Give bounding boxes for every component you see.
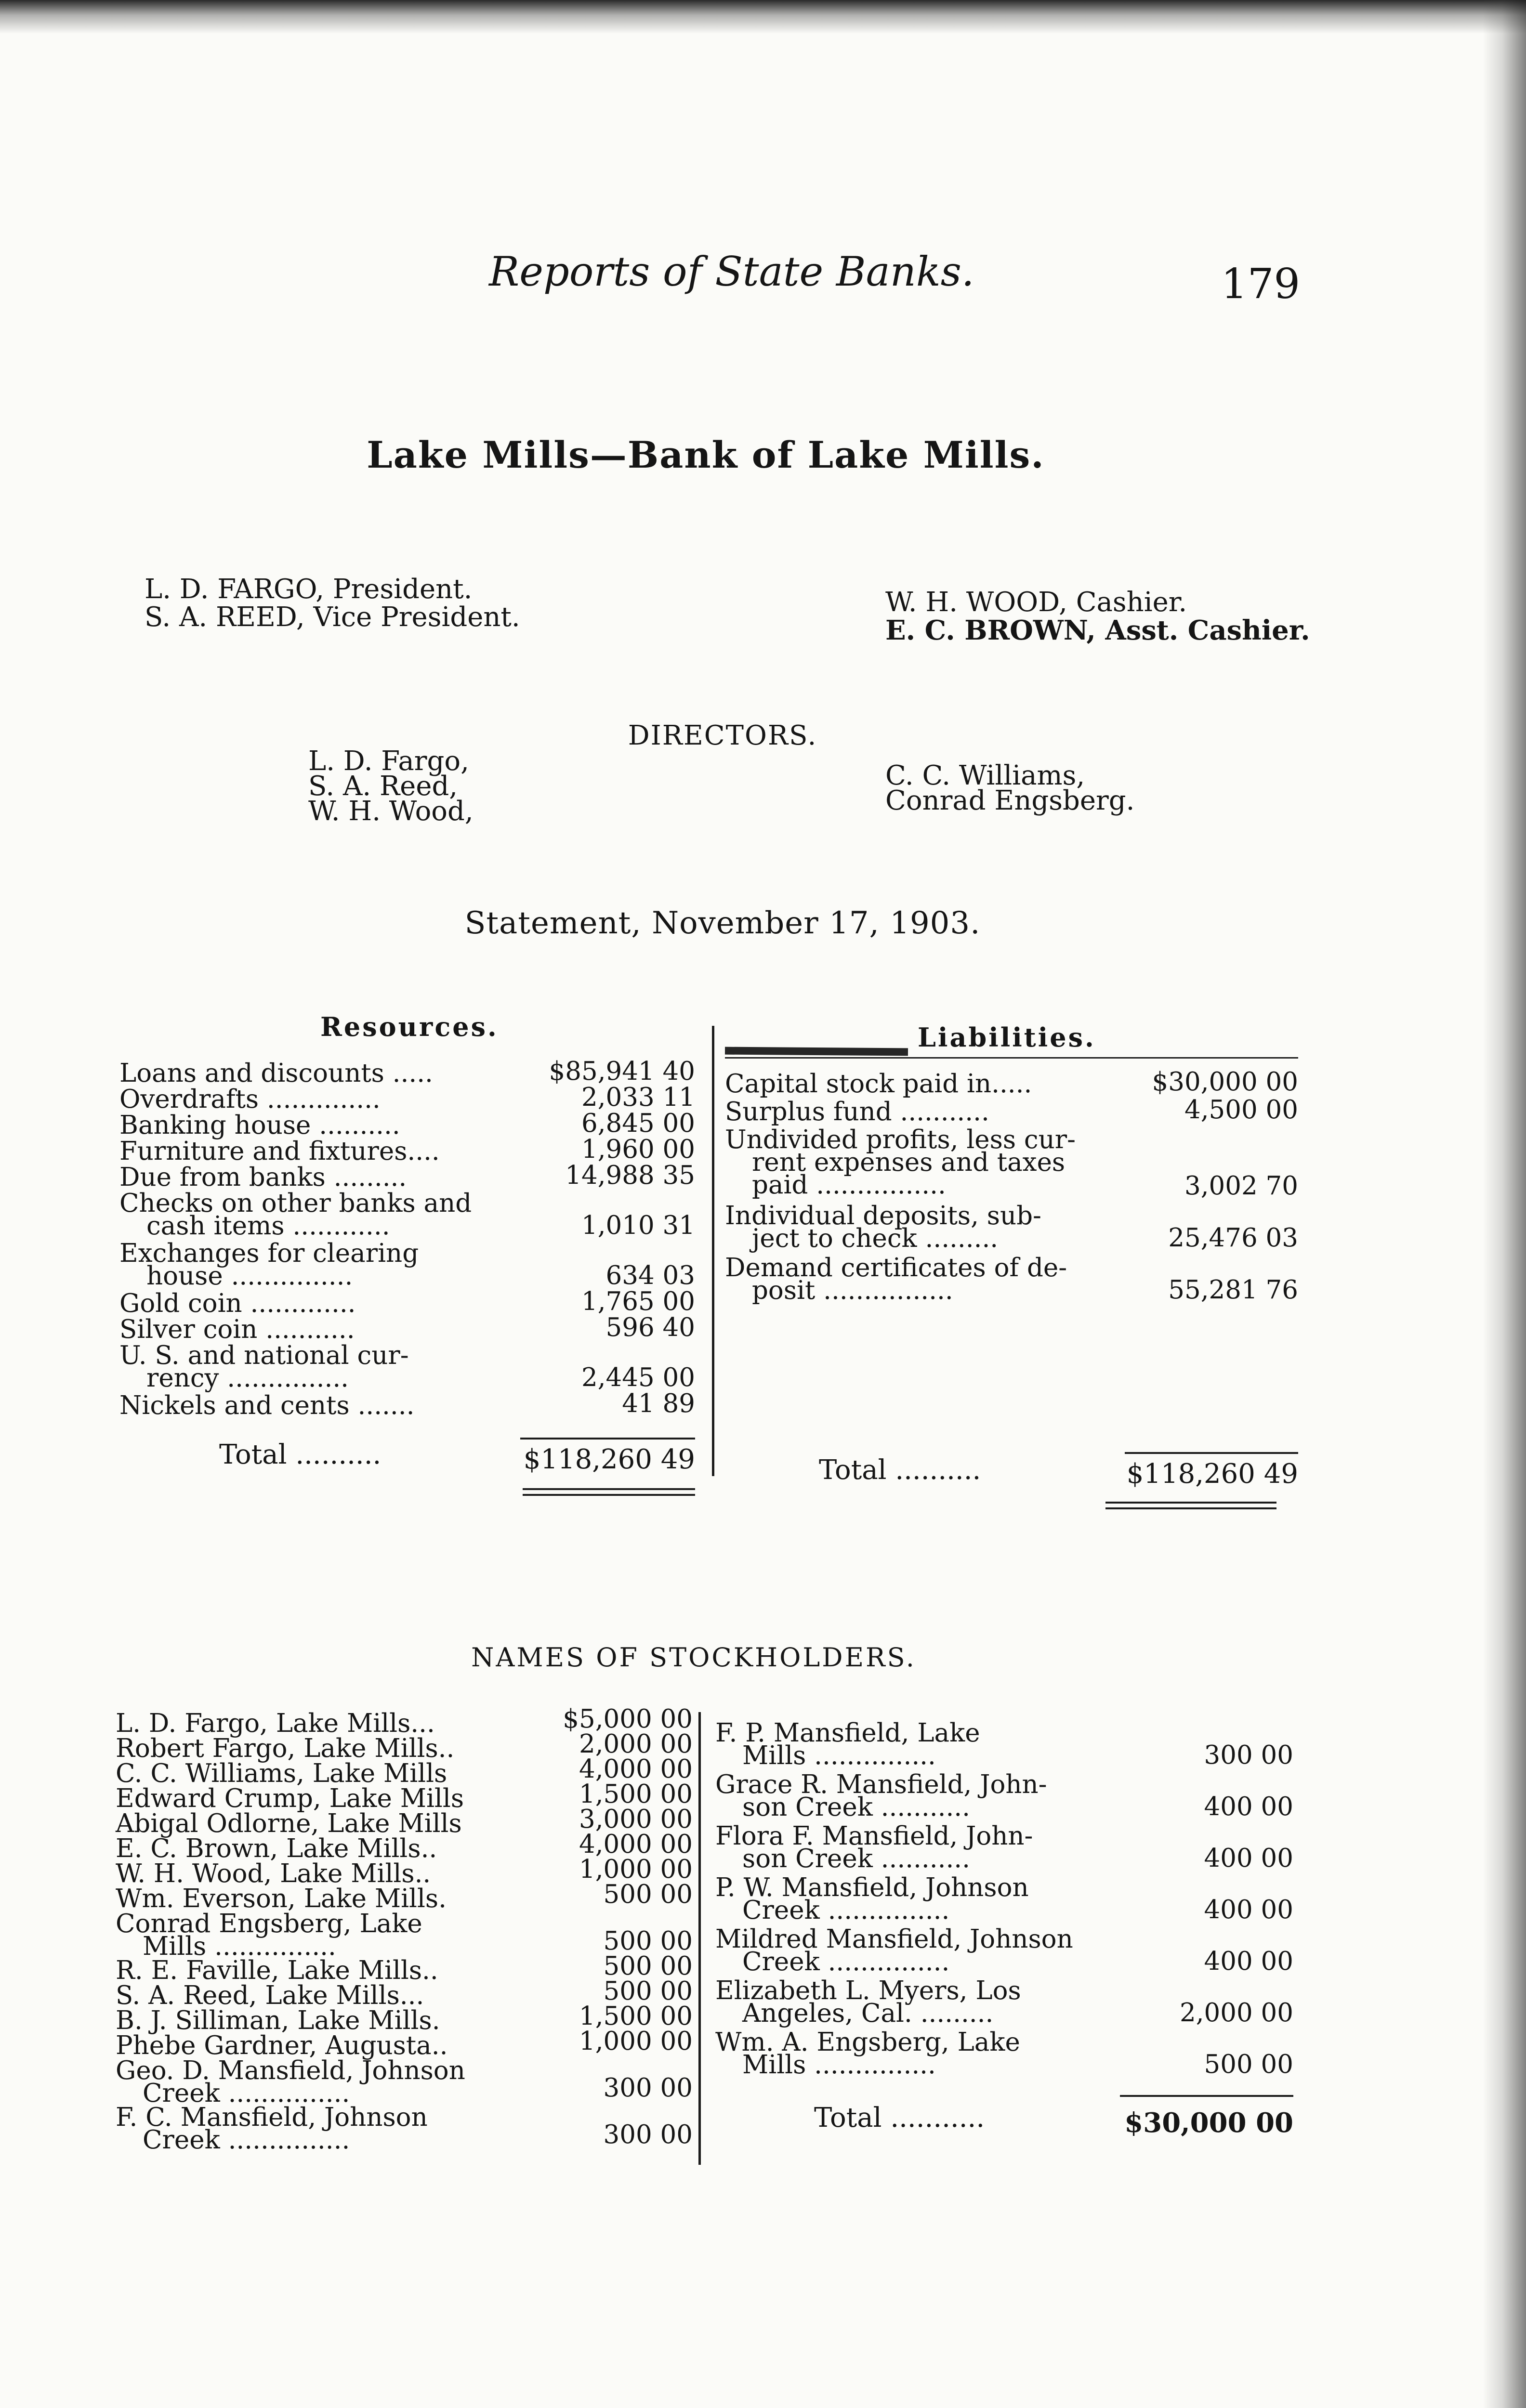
ledger-row (119, 1389, 695, 1420)
row-label-line: Undivided profits, less cur- (725, 1125, 1076, 1154)
directors-heading: DIRECTORS. (628, 720, 817, 751)
row-amount: 300 00 (603, 2120, 693, 2149)
stockholders-total-label: Total ........... (814, 2102, 985, 2133)
row-label (715, 1770, 1101, 1822)
director-name: W. H. Wood, (308, 796, 474, 827)
row-label-line: Creek ............... (143, 2079, 350, 2108)
row-label-line: Wm. Everson, Lake Mills. (116, 1884, 447, 1913)
row-label-line: C. C. Williams, Lake Mills (116, 1759, 447, 1788)
row-label-line: F. C. Mansfield, Johnson (116, 2103, 428, 2132)
ledger-row (119, 1161, 695, 1192)
row-label-line: Abigal Odlorne, Lake Mills (116, 1809, 462, 1838)
ledger-row (119, 1189, 695, 1241)
resources-double-rule (523, 1494, 695, 1496)
row-label-line: P. W. Mansfield, Johnson (715, 1873, 1029, 1902)
row-amount: 6,845 00 (581, 1109, 695, 1138)
row-amount: 2,000 00 (579, 1729, 693, 1759)
row-amount: 4,000 00 (579, 1754, 693, 1784)
row-label-line: Geo. D. Mansfield, Johnson (116, 2056, 465, 2085)
row-amount: 400 00 (1204, 1792, 1293, 1821)
column-divider (698, 1712, 701, 2165)
row-label-line: Mills ............... (742, 2050, 936, 2080)
row-amount: 1,500 00 (579, 1780, 693, 1809)
row-amount: 2,000 00 (1179, 1998, 1293, 2028)
row-label-line: Conrad Engsberg, Lake (116, 1909, 422, 1938)
row-label-line: Elizabeth L. Myers, Los (715, 1976, 1021, 2005)
directors-left (308, 746, 474, 827)
row-label (119, 1315, 514, 1344)
row-label (119, 1189, 514, 1241)
row-label (119, 1391, 514, 1420)
row-label (116, 1784, 501, 1813)
ledger-row (715, 1821, 1293, 1873)
ledger-row (715, 1924, 1293, 1976)
stockholders-left-table (116, 1704, 693, 2155)
row-amount: 3,002 70 (1184, 1171, 1298, 1201)
row-label-line: Capital stock paid in..... (725, 1069, 1032, 1099)
row-label-line: Loans and discounts ..... (119, 1059, 433, 1088)
resources-table (119, 1057, 695, 1420)
row-label (116, 1909, 501, 1961)
ledger-row (725, 1095, 1298, 1126)
resources-total-amount: $118,260 49 (523, 1444, 695, 1475)
row-amount: 1,010 31 (581, 1211, 695, 1240)
ledger-row (715, 2028, 1293, 2080)
row-label (119, 1341, 514, 1393)
row-label (725, 1125, 1120, 1200)
row-label-line: Mills ............... (143, 1932, 336, 1961)
row-label (116, 1734, 501, 1763)
liabilities-double-rule (1105, 1507, 1276, 1509)
officers-left (145, 576, 520, 631)
row-amount: $85,941 40 (549, 1057, 695, 1086)
page-number: 179 (1221, 260, 1301, 308)
row-label-line: Mills ............... (742, 1741, 936, 1770)
row-label-line: son Creek ........... (742, 1793, 970, 1822)
row-label-line: Creek ............... (742, 1947, 950, 1976)
officers-right (885, 589, 1310, 644)
row-amount: 1,000 00 (579, 2027, 693, 2056)
row-label-line: L. D. Fargo, Lake Mills... (116, 1709, 435, 1738)
row-label (116, 1834, 501, 1863)
row-label-line: Gold coin ............. (119, 1289, 356, 1318)
scan-edge-top (0, 0, 1526, 34)
row-label-line: cash items ............ (146, 1211, 390, 1241)
row-label-line: Checks on other banks and (119, 1189, 472, 1218)
row-amount: 400 00 (1204, 1844, 1293, 1873)
row-label-line: Creek ............... (143, 2125, 350, 2155)
row-amount: 4,500 00 (1184, 1095, 1298, 1125)
liabilities-total-rule (1125, 1452, 1298, 1454)
ledger-row (119, 1313, 695, 1344)
row-label-line: Flora F. Mansfield, John- (715, 1821, 1033, 1851)
row-amount: 500 00 (603, 1951, 693, 1981)
row-label-line: W. H. Wood, Lake Mills.. (116, 1859, 431, 1888)
row-label (715, 1718, 1101, 1770)
row-amount: 25,476 03 (1168, 1223, 1298, 1253)
row-label-line: S. A. Reed, Lake Mills... (116, 1981, 424, 2010)
row-label (715, 2028, 1101, 2080)
row-amount: 55,281 76 (1168, 1275, 1298, 1305)
bank-title: Lake Mills—Bank of Lake Mills. (367, 433, 1045, 476)
row-label-line: Creek ............... (742, 1896, 950, 1925)
row-label (116, 2056, 501, 2108)
row-label-line: ject to check ......... (752, 1224, 999, 1253)
ledger-row (715, 1770, 1293, 1822)
row-amount: 500 00 (603, 1880, 693, 1909)
row-label (116, 2103, 501, 2155)
ledger-row (116, 1880, 693, 1913)
row-amount: $5,000 00 (563, 1704, 693, 1734)
row-label (725, 1069, 1120, 1099)
running-header: Reports of State Banks. (489, 248, 974, 295)
director-name: C. C. Williams, (885, 760, 1085, 791)
ledger-row (116, 2056, 693, 2108)
stockholders-total-amount: $30,000 00 (1124, 2107, 1293, 2139)
row-amount: 1,765 00 (581, 1287, 695, 1316)
row-label-line: Grace R. Mansfield, John- (715, 1770, 1047, 1799)
director-name: S. A. Reed, (308, 771, 458, 802)
row-amount: 500 00 (603, 1926, 693, 1956)
row-amount: 300 00 (1204, 1741, 1293, 1770)
row-label (119, 1289, 514, 1318)
row-label-line: Angeles, Cal. ......... (742, 1999, 994, 2028)
row-label-line: B. J. Silliman, Lake Mills. (116, 2006, 440, 2035)
row-label-line: Banking house .......... (119, 1111, 400, 1140)
row-amount: 4,000 00 (579, 1830, 693, 1859)
row-amount: 2,033 11 (581, 1083, 695, 1112)
officer-president: L. D. FARGO, President. (145, 574, 473, 605)
row-label-line: U. S. and national cur- (119, 1341, 409, 1370)
row-label-line: paid ................ (752, 1170, 946, 1200)
row-label (116, 1884, 501, 1913)
row-amount: 500 00 (1204, 2050, 1293, 2079)
stockholders-right-table (715, 1718, 1293, 2082)
row-amount: 1,000 00 (579, 1855, 693, 1884)
row-label-line: F. P. Mansfield, Lake (715, 1718, 980, 1748)
row-label-line: Wm. A. Engsberg, Lake (715, 2028, 1020, 2057)
officer-asst-cashier: E. C. BROWN, Asst. Cashier. (885, 615, 1310, 646)
row-label-line: Exchanges for clearing (119, 1239, 419, 1268)
row-label (725, 1253, 1120, 1305)
row-label-line: Furniture and fixtures.... (119, 1137, 440, 1166)
resources-heading: Resources. (320, 1011, 499, 1042)
director-name: L. D. Fargo, (308, 746, 469, 777)
row-label-line: Robert Fargo, Lake Mills.. (116, 1734, 455, 1763)
row-label (116, 1809, 501, 1838)
stockholders-heading: NAMES OF STOCKHOLDERS. (471, 1642, 916, 1673)
row-amount: 634 03 (605, 1261, 695, 1290)
ledger-row (725, 1125, 1298, 1201)
row-amount: 300 00 (603, 2073, 693, 2103)
liabilities-total-label: Total .......... (819, 1454, 981, 1486)
scan-edge-right (1483, 0, 1526, 2408)
row-amount: 500 00 (603, 1976, 693, 2006)
row-label (119, 1239, 514, 1291)
column-divider (712, 1026, 714, 1476)
director-name: Conrad Engsberg. (885, 785, 1135, 816)
row-label-line: son Creek ........... (742, 1844, 970, 1873)
row-label-line: Mildred Mansfield, Johnson (715, 1924, 1073, 1954)
liabilities-heading-rule (725, 1057, 1298, 1059)
row-label (715, 1873, 1101, 1925)
ledger-row (119, 1239, 695, 1291)
row-label-line: rency ............... (146, 1363, 349, 1393)
ledger-row (116, 2027, 693, 2060)
row-amount: 400 00 (1204, 1947, 1293, 1976)
row-amount: 3,000 00 (579, 1805, 693, 1834)
row-label (116, 1709, 501, 1738)
resources-double-rule (523, 1488, 695, 1490)
ledger-row (725, 1067, 1298, 1099)
row-label-line: Individual deposits, sub- (725, 1201, 1041, 1230)
row-label (116, 1981, 501, 2010)
ledger-row (715, 1976, 1293, 2028)
row-label-line: Overdrafts .............. (119, 1085, 381, 1114)
row-amount: 2,445 00 (581, 1363, 695, 1392)
row-label (116, 1956, 501, 1985)
stockholders-total-rule (1120, 2095, 1293, 2097)
row-label (116, 1759, 501, 1788)
row-amount: $30,000 00 (1152, 1067, 1298, 1097)
row-label (715, 1924, 1101, 1976)
ledger-row (725, 1253, 1298, 1305)
liabilities-double-rule (1105, 1502, 1276, 1504)
row-label-line: Silver coin ........... (119, 1315, 355, 1344)
row-label (116, 1859, 501, 1888)
row-label-line: house ............... (146, 1261, 353, 1291)
row-label (119, 1059, 514, 1088)
row-label (119, 1163, 514, 1192)
directors-right (885, 760, 1135, 816)
row-label (119, 1137, 514, 1166)
row-label-line: Nickels and cents ....... (119, 1391, 415, 1420)
liabilities-heading: Liabilities. (918, 1022, 1096, 1053)
row-label-line: E. C. Brown, Lake Mills.. (116, 1834, 437, 1863)
ledger-row (715, 1718, 1293, 1770)
row-label-line: R. E. Faville, Lake Mills.. (116, 1956, 438, 1985)
row-label-line: Surplus fund ........... (725, 1097, 989, 1126)
row-label (725, 1097, 1120, 1126)
row-label-line: posit ................ (752, 1276, 953, 1305)
row-label (119, 1085, 514, 1114)
row-label-line: Edward Crump, Lake Mills (116, 1784, 464, 1813)
row-amount: 14,988 35 (565, 1161, 695, 1190)
row-amount: 1,500 00 (579, 2002, 693, 2031)
row-label-line: Demand certificates of de- (725, 1253, 1067, 1283)
row-label-line: Due from banks ......... (119, 1163, 407, 1192)
row-amount: 596 40 (605, 1313, 695, 1342)
ledger-row (725, 1201, 1298, 1253)
resources-total-label: Total .......... (219, 1439, 382, 1470)
row-amount: 400 00 (1204, 1895, 1293, 1924)
statement-title: Statement, November 17, 1903. (464, 905, 981, 941)
row-label (116, 2031, 501, 2060)
row-amount: 1,960 00 (581, 1135, 695, 1164)
print-smudge (725, 1047, 908, 1056)
liabilities-table (725, 1067, 1298, 1309)
officer-cashier: W. H. WOOD, Cashier. (885, 587, 1187, 618)
row-label-line: rent expenses and taxes (752, 1148, 1066, 1177)
row-label (715, 1821, 1101, 1873)
liabilities-total-amount: $118,260 49 (1126, 1458, 1298, 1490)
ledger-row (116, 1909, 693, 1961)
row-label (725, 1201, 1120, 1253)
officer-vice-president: S. A. REED, Vice President. (145, 602, 520, 633)
row-label-line: Phebe Gardner, Augusta.. (116, 2031, 448, 2060)
row-amount: 41 89 (622, 1389, 695, 1418)
row-label (116, 2006, 501, 2035)
row-label (119, 1111, 514, 1140)
ledger-row (116, 2103, 693, 2155)
row-label (715, 1976, 1101, 2028)
ledger-row (715, 1873, 1293, 1925)
ledger-row (119, 1341, 695, 1393)
resources-total-rule (520, 1438, 695, 1440)
